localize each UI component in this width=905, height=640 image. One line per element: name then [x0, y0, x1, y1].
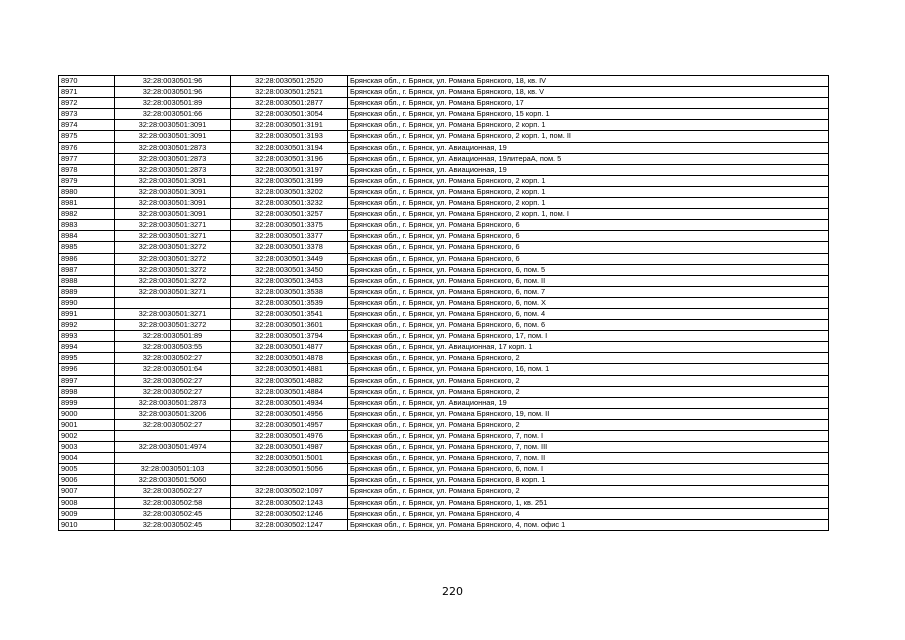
parcel-cadastral-number-cell: 32:28:0030502:27 [115, 375, 231, 386]
registry-table-body [59, 76, 829, 531]
row-number-cell: 9008 [59, 497, 115, 508]
parcel-cadastral-number-cell: 32:28:0030502:58 [115, 497, 231, 508]
row-number-cell: 8980 [59, 186, 115, 197]
row-number-cell: 8983 [59, 220, 115, 231]
object-cadastral-number-cell: 32:28:0030501:4877 [231, 342, 348, 353]
row-number-cell: 8985 [59, 242, 115, 253]
row-number-cell: 8979 [59, 175, 115, 186]
parcel-cadastral-number-cell: 32:28:0030501:2873 [115, 153, 231, 164]
row-number-cell: 9003 [59, 442, 115, 453]
parcel-cadastral-number-cell: 32:28:0030501:64 [115, 364, 231, 375]
registry-table [58, 75, 829, 531]
address-cell: Брянская обл., г. Брянск, ул. Романа Брянского, 6, пом. 5 [348, 264, 829, 275]
object-cadastral-number-cell: 32:28:0030501:2877 [231, 98, 348, 109]
address-cell: Брянская обл., г. Брянск, ул. Романа Брянского, 7, пом. II [348, 453, 829, 464]
parcel-cadastral-number-cell: 32:28:0030501:96 [115, 87, 231, 98]
table-row [59, 308, 829, 319]
table-row [59, 519, 829, 530]
object-cadastral-number-cell: 32:28:0030502:1247 [231, 519, 348, 530]
parcel-cadastral-number-cell: 32:28:0030501:3272 [115, 264, 231, 275]
row-number-cell: 9005 [59, 464, 115, 475]
address-cell: Брянская обл., г. Брянск, ул. Романа Брянского, 6 [348, 242, 829, 253]
table-row [59, 397, 829, 408]
object-cadastral-number-cell: 32:28:0030501:4884 [231, 386, 348, 397]
address-cell: Брянская обл., г. Брянск, ул. Романа Брянского, 2 [348, 386, 829, 397]
parcel-cadastral-number-cell [115, 297, 231, 308]
address-cell: Брянская обл., г. Брянск, ул. Романа Брянского, 6, пом. 6 [348, 320, 829, 331]
object-cadastral-number-cell: 32:28:0030502:1097 [231, 486, 348, 497]
row-number-cell: 8984 [59, 231, 115, 242]
address-cell: Брянская обл., г. Брянск, ул. Романа Брянского, 4 [348, 508, 829, 519]
row-number-cell: 8976 [59, 142, 115, 153]
object-cadastral-number-cell: 32:28:0030501:4976 [231, 431, 348, 442]
row-number-cell: 8986 [59, 253, 115, 264]
table-row [59, 98, 829, 109]
table-row [59, 76, 829, 87]
row-number-cell: 9002 [59, 431, 115, 442]
table-row [59, 408, 829, 419]
table-row [59, 442, 829, 453]
table-row [59, 153, 829, 164]
parcel-cadastral-number-cell: 32:28:0030501:89 [115, 98, 231, 109]
row-number-cell: 8974 [59, 120, 115, 131]
table-row [59, 508, 829, 519]
object-cadastral-number-cell: 32:28:0030501:3449 [231, 253, 348, 264]
address-cell: Брянская обл., г. Брянск, ул. Авиационная, 19литераА, пом. 5 [348, 153, 829, 164]
object-cadastral-number-cell: 32:28:0030501:3191 [231, 120, 348, 131]
table-row [59, 320, 829, 331]
table-row [59, 220, 829, 231]
parcel-cadastral-number-cell: 32:28:0030502:27 [115, 419, 231, 430]
address-cell: Брянская обл., г. Брянск, ул. Романа Брянского, 1, кв. 251 [348, 497, 829, 508]
table-row [59, 142, 829, 153]
object-cadastral-number-cell: 32:28:0030501:3197 [231, 164, 348, 175]
object-cadastral-number-cell: 32:28:0030501:4956 [231, 408, 348, 419]
row-number-cell: 9001 [59, 419, 115, 430]
table-row [59, 453, 829, 464]
page-number: 220 [442, 585, 463, 598]
parcel-cadastral-number-cell: 32:28:0030501:2873 [115, 397, 231, 408]
object-cadastral-number-cell: 32:28:0030501:3054 [231, 109, 348, 120]
parcel-cadastral-number-cell: 32:28:0030501:3271 [115, 286, 231, 297]
parcel-cadastral-number-cell: 32:28:0030501:3272 [115, 275, 231, 286]
address-cell: Брянская обл., г. Брянск, ул. Романа Брянского, 8 корп. 1 [348, 475, 829, 486]
row-number-cell: 8981 [59, 198, 115, 209]
object-cadastral-number-cell [231, 475, 348, 486]
address-cell: Брянская обл., г. Брянск, ул. Романа Брянского, 2 корп. 1, пом. II [348, 131, 829, 142]
object-cadastral-number-cell: 32:28:0030501:3453 [231, 275, 348, 286]
address-cell: Брянская обл., г. Брянск, ул. Романа Брянского, 6 [348, 231, 829, 242]
parcel-cadastral-number-cell: 32:28:0030501:3091 [115, 198, 231, 209]
table-row [59, 375, 829, 386]
object-cadastral-number-cell: 32:28:0030501:5001 [231, 453, 348, 464]
row-number-cell: 8987 [59, 264, 115, 275]
object-cadastral-number-cell: 32:28:0030501:3257 [231, 209, 348, 220]
row-number-cell: 9006 [59, 475, 115, 486]
row-number-cell: 8993 [59, 331, 115, 342]
parcel-cadastral-number-cell: 32:28:0030501:3091 [115, 209, 231, 220]
table-row [59, 242, 829, 253]
parcel-cadastral-number-cell: 32:28:0030501:3091 [115, 120, 231, 131]
address-cell: Брянская обл., г. Брянск, ул. Романа Брянского, 6, пом. 4 [348, 308, 829, 319]
address-cell: Брянская обл., г. Брянск, ул. Романа Брянского, 2 корп. 1 [348, 186, 829, 197]
table-row [59, 186, 829, 197]
row-number-cell: 8977 [59, 153, 115, 164]
table-row [59, 386, 829, 397]
row-number-cell: 8991 [59, 308, 115, 319]
address-cell: Брянская обл., г. Брянск, ул. Романа Брянского, 18, кв. IV [348, 76, 829, 87]
table-row [59, 87, 829, 98]
parcel-cadastral-number-cell: 32:28:0030501:2873 [115, 164, 231, 175]
address-cell: Брянская обл., г. Брянск, ул. Романа Брянского, 2 корп. 1 [348, 198, 829, 209]
parcel-cadastral-number-cell: 32:28:0030501:3091 [115, 186, 231, 197]
row-number-cell: 8996 [59, 364, 115, 375]
table-row [59, 364, 829, 375]
address-cell: Брянская обл., г. Брянск, ул. Романа Брянского, 16, пом. 1 [348, 364, 829, 375]
parcel-cadastral-number-cell [115, 453, 231, 464]
parcel-cadastral-number-cell: 32:28:0030501:3091 [115, 175, 231, 186]
table-row [59, 486, 829, 497]
object-cadastral-number-cell: 32:28:0030501:4957 [231, 419, 348, 430]
object-cadastral-number-cell: 32:28:0030501:3196 [231, 153, 348, 164]
row-number-cell: 8989 [59, 286, 115, 297]
object-cadastral-number-cell: 32:28:0030501:4987 [231, 442, 348, 453]
address-cell: Брянская обл., г. Брянск, ул. Авиационная, 19 [348, 164, 829, 175]
address-cell: Брянская обл., г. Брянск, ул. Романа Брянского, 18, кв. V [348, 87, 829, 98]
parcel-cadastral-number-cell: 32:28:0030502:27 [115, 486, 231, 497]
table-row [59, 297, 829, 308]
object-cadastral-number-cell: 32:28:0030501:3794 [231, 331, 348, 342]
parcel-cadastral-number-cell: 32:28:0030501:96 [115, 76, 231, 87]
object-cadastral-number-cell: 32:28:0030501:3194 [231, 142, 348, 153]
object-cadastral-number-cell: 32:28:0030501:2521 [231, 87, 348, 98]
row-number-cell: 8973 [59, 109, 115, 120]
parcel-cadastral-number-cell: 32:28:0030501:89 [115, 331, 231, 342]
table-row [59, 120, 829, 131]
row-number-cell: 8994 [59, 342, 115, 353]
parcel-cadastral-number-cell [115, 431, 231, 442]
parcel-cadastral-number-cell: 32:28:0030501:3271 [115, 308, 231, 319]
address-cell: Брянская обл., г. Брянск, ул. Романа Брянского, 6, пом. II [348, 275, 829, 286]
object-cadastral-number-cell: 32:28:0030501:3193 [231, 131, 348, 142]
address-cell: Брянская обл., г. Брянск, ул. Авиационная, 17 корп. 1 [348, 342, 829, 353]
parcel-cadastral-number-cell: 32:28:0030502:27 [115, 386, 231, 397]
row-number-cell: 8988 [59, 275, 115, 286]
object-cadastral-number-cell: 32:28:0030501:4881 [231, 364, 348, 375]
row-number-cell: 8995 [59, 353, 115, 364]
object-cadastral-number-cell: 32:28:0030501:3378 [231, 242, 348, 253]
address-cell: Брянская обл., г. Брянск, ул. Романа Брянского, 6, пом. I [348, 464, 829, 475]
row-number-cell: 9004 [59, 453, 115, 464]
row-number-cell: 8999 [59, 397, 115, 408]
parcel-cadastral-number-cell: 32:28:0030501:5060 [115, 475, 231, 486]
object-cadastral-number-cell: 32:28:0030501:3538 [231, 286, 348, 297]
row-number-cell: 8998 [59, 386, 115, 397]
object-cadastral-number-cell: 32:28:0030501:3601 [231, 320, 348, 331]
row-number-cell: 9009 [59, 508, 115, 519]
table-row [59, 342, 829, 353]
parcel-cadastral-number-cell: 32:28:0030501:3091 [115, 131, 231, 142]
table-row [59, 419, 829, 430]
table-row [59, 353, 829, 364]
row-number-cell: 8992 [59, 320, 115, 331]
object-cadastral-number-cell: 32:28:0030502:1243 [231, 497, 348, 508]
object-cadastral-number-cell: 32:28:0030501:3377 [231, 231, 348, 242]
table-row [59, 198, 829, 209]
table-row [59, 275, 829, 286]
address-cell: Брянская обл., г. Брянск, ул. Романа Брянского, 17, пом. I [348, 331, 829, 342]
table-row [59, 231, 829, 242]
row-number-cell: 8997 [59, 375, 115, 386]
parcel-cadastral-number-cell: 32:28:0030501:3271 [115, 231, 231, 242]
parcel-cadastral-number-cell: 32:28:0030502:45 [115, 519, 231, 530]
object-cadastral-number-cell: 32:28:0030501:3375 [231, 220, 348, 231]
table-row [59, 131, 829, 142]
address-cell: Брянская обл., г. Брянск, ул. Авиационная, 19 [348, 397, 829, 408]
object-cadastral-number-cell: 32:28:0030501:3202 [231, 186, 348, 197]
object-cadastral-number-cell: 32:28:0030501:4934 [231, 397, 348, 408]
object-cadastral-number-cell: 32:28:0030501:3541 [231, 308, 348, 319]
table-row [59, 209, 829, 220]
object-cadastral-number-cell: 32:28:0030501:3232 [231, 198, 348, 209]
table-row [59, 164, 829, 175]
address-cell: Брянская обл., г. Брянск, ул. Романа Брянского, 7, пом. III [348, 442, 829, 453]
object-cadastral-number-cell: 32:28:0030502:1246 [231, 508, 348, 519]
address-cell: Брянская обл., г. Брянск, ул. Авиационная, 19 [348, 142, 829, 153]
parcel-cadastral-number-cell: 32:28:0030503:55 [115, 342, 231, 353]
parcel-cadastral-number-cell: 32:28:0030501:3206 [115, 408, 231, 419]
parcel-cadastral-number-cell: 32:28:0030501:2873 [115, 142, 231, 153]
address-cell: Брянская обл., г. Брянск, ул. Романа Брянского, 6, пом. 7 [348, 286, 829, 297]
row-number-cell: 9010 [59, 519, 115, 530]
address-cell: Брянская обл., г. Брянск, ул. Романа Брянского, 2 [348, 486, 829, 497]
parcel-cadastral-number-cell: 32:28:0030501:4974 [115, 442, 231, 453]
object-cadastral-number-cell: 32:28:0030501:2520 [231, 76, 348, 87]
address-cell: Брянская обл., г. Брянск, ул. Романа Брянского, 15 корп. 1 [348, 109, 829, 120]
object-cadastral-number-cell: 32:28:0030501:3539 [231, 297, 348, 308]
table-row [59, 331, 829, 342]
object-cadastral-number-cell: 32:28:0030501:3199 [231, 175, 348, 186]
table-row [59, 497, 829, 508]
row-number-cell: 8982 [59, 209, 115, 220]
table-row [59, 253, 829, 264]
row-number-cell: 8972 [59, 98, 115, 109]
parcel-cadastral-number-cell: 32:28:0030502:27 [115, 353, 231, 364]
parcel-cadastral-number-cell: 32:28:0030501:3272 [115, 320, 231, 331]
parcel-cadastral-number-cell: 32:28:0030502:45 [115, 508, 231, 519]
address-cell: Брянская обл., г. Брянск, ул. Романа Брянского, 2 корп. 1, пом. I [348, 209, 829, 220]
address-cell: Брянская обл., г. Брянск, ул. Романа Брянского, 2 [348, 419, 829, 430]
address-cell: Брянская обл., г. Брянск, ул. Романа Брянского, 2 корп. 1 [348, 175, 829, 186]
parcel-cadastral-number-cell: 32:28:0030501:3272 [115, 253, 231, 264]
address-cell: Брянская обл., г. Брянск, ул. Романа Брянского, 2 [348, 375, 829, 386]
table-row [59, 464, 829, 475]
table-row [59, 431, 829, 442]
row-number-cell: 8978 [59, 164, 115, 175]
address-cell: Брянская обл., г. Брянск, ул. Романа Брянского, 7, пом. I [348, 431, 829, 442]
object-cadastral-number-cell: 32:28:0030501:3450 [231, 264, 348, 275]
row-number-cell: 9000 [59, 408, 115, 419]
parcel-cadastral-number-cell: 32:28:0030501:66 [115, 109, 231, 120]
row-number-cell: 8975 [59, 131, 115, 142]
address-cell: Брянская обл., г. Брянск, ул. Романа Брянского, 6 [348, 220, 829, 231]
address-cell: Брянская обл., г. Брянск, ул. Романа Брянского, 17 [348, 98, 829, 109]
address-cell: Брянская обл., г. Брянск, ул. Романа Брянского, 19, пом. II [348, 408, 829, 419]
row-number-cell: 8971 [59, 87, 115, 98]
row-number-cell: 9007 [59, 486, 115, 497]
table-row [59, 475, 829, 486]
object-cadastral-number-cell: 32:28:0030501:4882 [231, 375, 348, 386]
parcel-cadastral-number-cell: 32:28:0030501:103 [115, 464, 231, 475]
parcel-cadastral-number-cell: 32:28:0030501:3271 [115, 220, 231, 231]
address-cell: Брянская обл., г. Брянск, ул. Романа Брянского, 6, пом. X [348, 297, 829, 308]
parcel-cadastral-number-cell: 32:28:0030501:3272 [115, 242, 231, 253]
address-cell: Брянская обл., г. Брянск, ул. Романа Брянского, 6 [348, 253, 829, 264]
table-row [59, 264, 829, 275]
object-cadastral-number-cell: 32:28:0030501:5056 [231, 464, 348, 475]
row-number-cell: 8970 [59, 76, 115, 87]
address-cell: Брянская обл., г. Брянск, ул. Романа Брянского, 2 корп. 1 [348, 120, 829, 131]
table-row [59, 175, 829, 186]
row-number-cell: 8990 [59, 297, 115, 308]
table-row [59, 286, 829, 297]
object-cadastral-number-cell: 32:28:0030501:4878 [231, 353, 348, 364]
address-cell: Брянская обл., г. Брянск, ул. Романа Брянского, 4, пом. офис 1 [348, 519, 829, 530]
address-cell: Брянская обл., г. Брянск, ул. Романа Брянского, 2 [348, 353, 829, 364]
table-row [59, 109, 829, 120]
